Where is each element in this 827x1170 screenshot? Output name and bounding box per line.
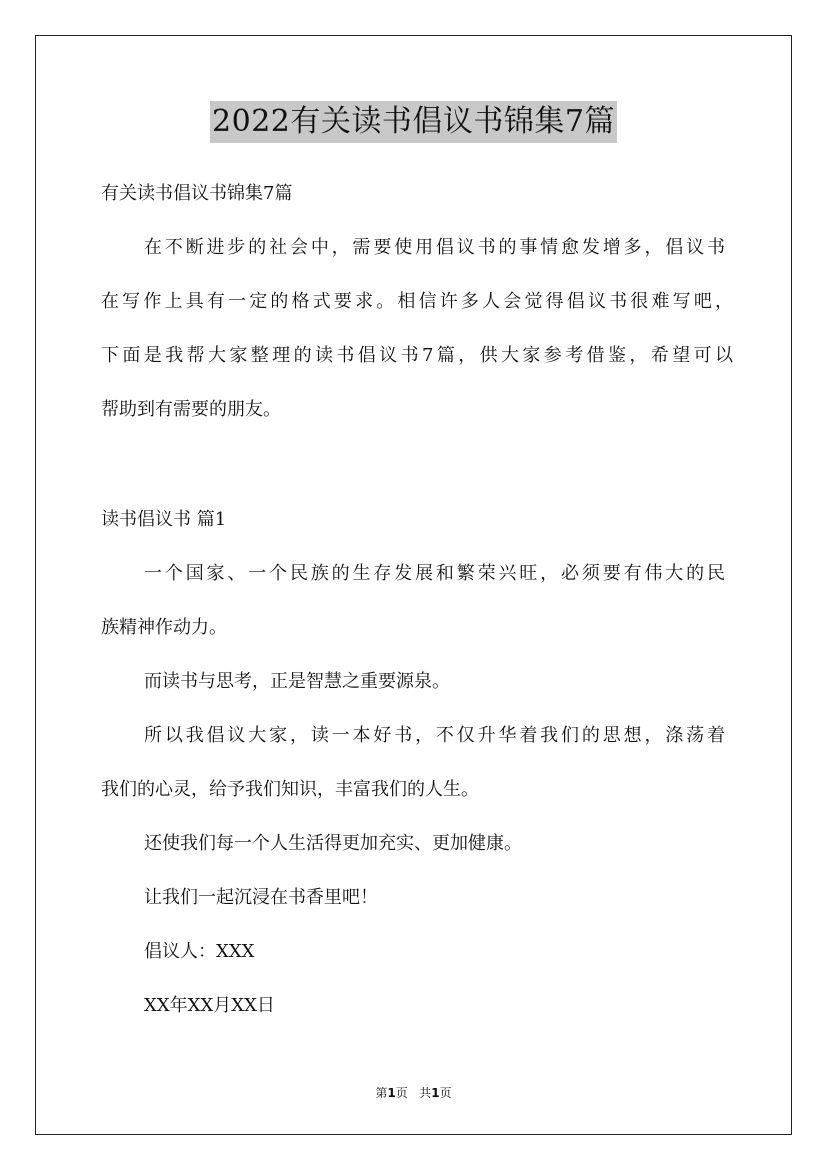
- body-line: 族精神作动力。: [101, 617, 227, 638]
- intro-line: 下面是我帮大家整理的读书倡议书7篇，供大家参考借鉴，希望可以: [101, 345, 733, 366]
- page-footer: [0, 1085, 827, 1101]
- body-line: 让我们一起沉浸在书香里吧！: [144, 887, 378, 908]
- document-title: 2022有关读书倡议书锦集7篇: [210, 101, 617, 143]
- total-label-suffix: 页: [439, 1086, 452, 1100]
- body-line: 一个国家、一个民族的生存发展和繁荣兴旺，必须要有伟大的民: [144, 563, 725, 584]
- page-number: 1: [387, 1086, 396, 1100]
- document-subtitle: 有关读书倡议书锦集7篇: [101, 183, 293, 204]
- intro-line: 帮助到有需要的朋友。: [101, 399, 281, 420]
- body-line: 而读书与思考，正是智慧之重要源泉。: [144, 671, 450, 692]
- body-line: 我们的心灵，给予我们知识，丰富我们的人生。: [101, 779, 479, 800]
- title-container: [0, 101, 827, 143]
- page-label-prefix: 第: [375, 1086, 388, 1100]
- intro-line: 在写作上具有一定的格式要求。相信许多人会觉得倡议书很难写吧，: [101, 291, 733, 312]
- section-heading: 读书倡议书 篇1: [101, 509, 227, 530]
- total-pages: 1: [431, 1086, 440, 1100]
- body-line: 所以我倡议大家，读一本好书，不仅升华着我们的思想，涤荡着: [144, 725, 725, 746]
- total-label-prefix: 共: [419, 1086, 432, 1100]
- intro-line: 在不断进步的社会中，需要使用倡议书的事情愈发增多，倡议书: [144, 237, 725, 258]
- body-line: 还使我们每一个人生活得更加充实、更加健康。: [144, 833, 522, 854]
- date-line: XX年XX月XX日: [144, 995, 275, 1016]
- signature-line: 倡议人：XXX: [144, 941, 255, 962]
- page-label-suffix: 页: [395, 1086, 408, 1100]
